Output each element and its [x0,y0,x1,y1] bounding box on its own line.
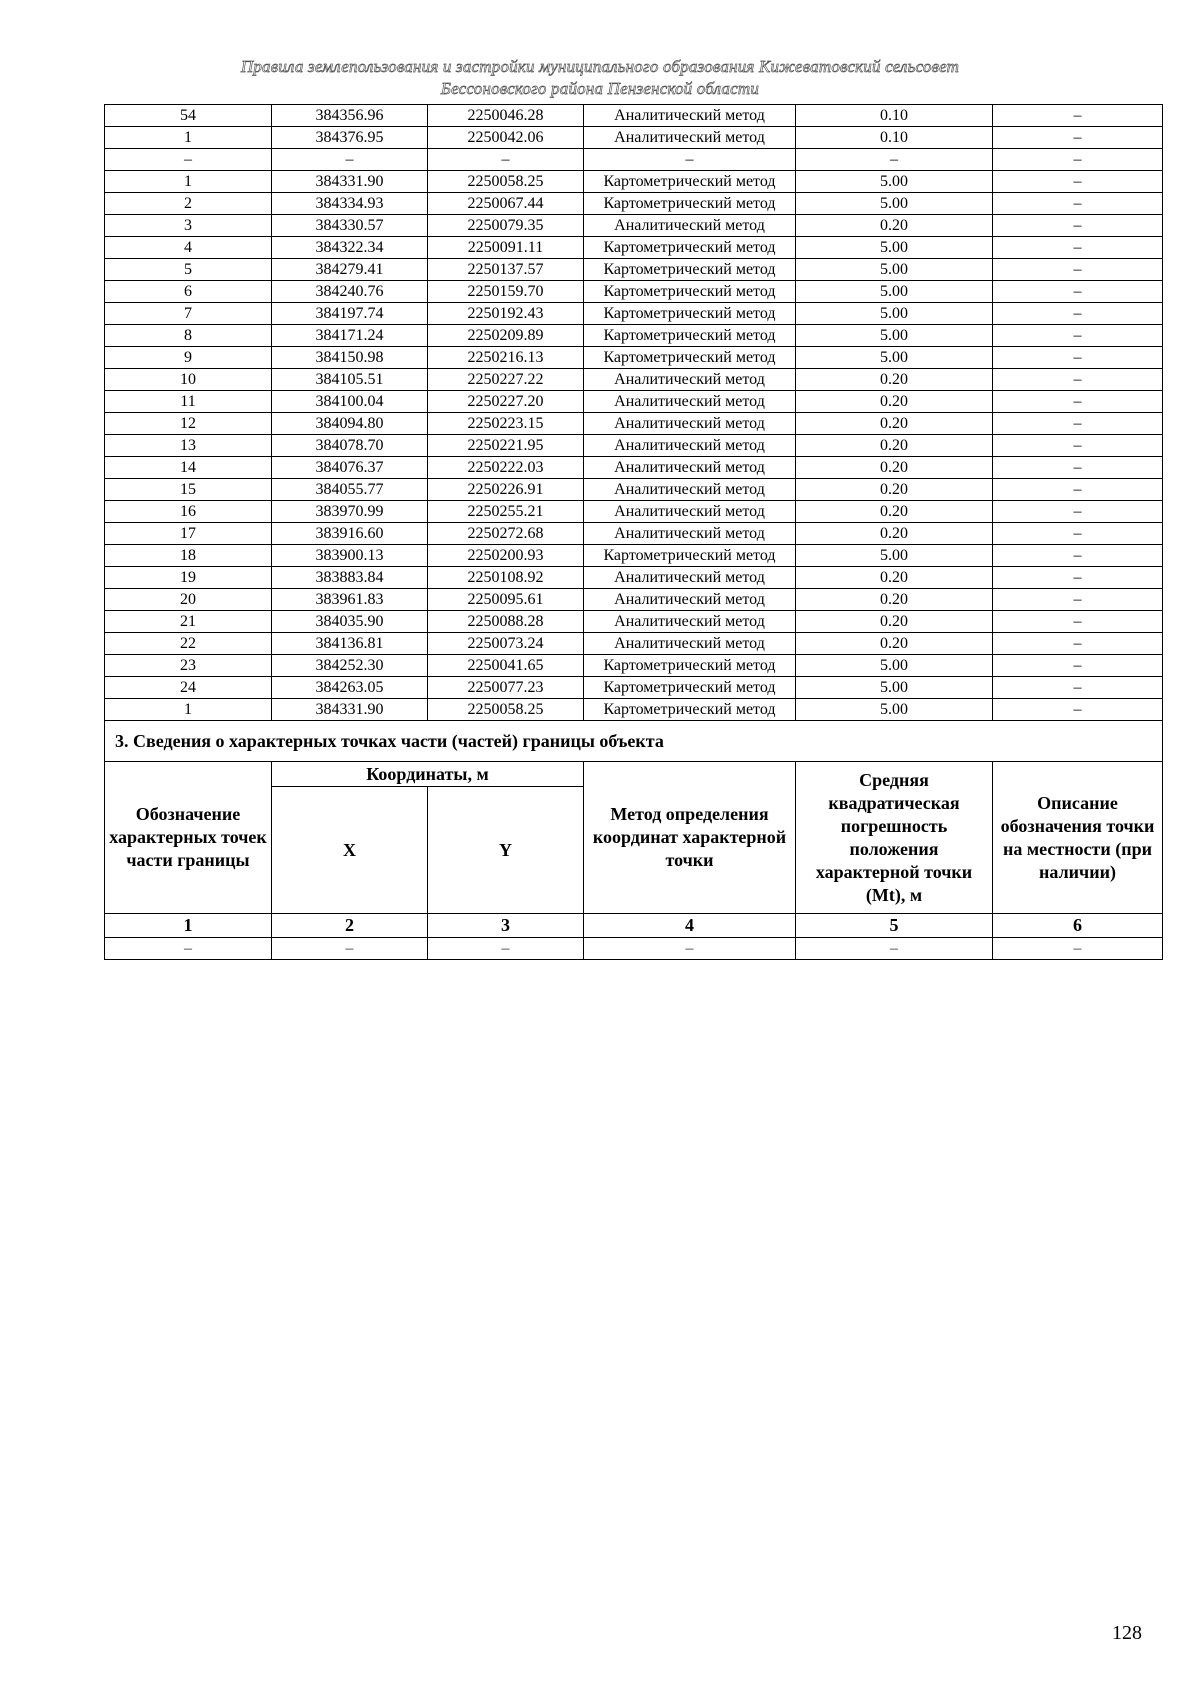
table-cell: – [796,938,993,960]
table-cell: Аналитический метод [584,369,796,391]
table-cell: Аналитический метод [584,127,796,149]
section3-title: 3. Сведения о характерных точках части (частей) границы объекта [105,721,1163,762]
table-cell: – [105,938,272,960]
table-cell: – [993,369,1163,391]
table-cell: 5.00 [796,677,993,699]
header-line-1: Правила землепользования и застройки муниципального образования Кижеватовский сельсовет [240,57,960,76]
col-coords-header: Координаты, м [272,762,584,787]
table-cell: – [993,523,1163,545]
table-cell: Аналитический метод [584,611,796,633]
points-table-body [105,105,1163,721]
col-number: 2 [272,914,428,938]
table-cell: – [105,149,272,171]
table-cell: 10 [105,369,272,391]
table-cell: 384279.41 [272,259,428,281]
table-cell: 384105.51 [272,369,428,391]
table-cell: 5.00 [796,655,993,677]
col-y-header: Y [428,787,584,914]
table-cell: 383900.13 [272,545,428,567]
table-cell: 0.20 [796,457,993,479]
col-number: 4 [584,914,796,938]
table-cell: 2250058.25 [428,699,584,721]
table-cell: 13 [105,435,272,457]
table-cell: 1 [105,171,272,193]
table-cell: Аналитический метод [584,501,796,523]
table-cell: 0.20 [796,611,993,633]
table-cell: 384252.30 [272,655,428,677]
table-cell: 2250042.06 [428,127,584,149]
table-cell: 24 [105,677,272,699]
table-cell: – [993,325,1163,347]
table-row [105,567,1163,589]
table-cell: – [796,149,993,171]
table-cell: Аналитический метод [584,435,796,457]
table-cell: Картометрический метод [584,655,796,677]
table-cell: 18 [105,545,272,567]
table-cell: – [993,457,1163,479]
table-row [105,413,1163,435]
table-cell: 2250216.13 [428,347,584,369]
table-cell: 5.00 [796,237,993,259]
table-cell: 384376.95 [272,127,428,149]
table-cell: – [272,938,428,960]
coordinates-table [104,104,1163,960]
table-cell: 5.00 [796,699,993,721]
table-cell: 23 [105,655,272,677]
table-cell: 2250067.44 [428,193,584,215]
table-cell: – [993,413,1163,435]
table-cell: 2250272.68 [428,523,584,545]
table-cell: 2250137.57 [428,259,584,281]
table-cell: Аналитический метод [584,479,796,501]
table-cell: 384263.05 [272,677,428,699]
table-cell: 2250088.28 [428,611,584,633]
table-cell: 5.00 [796,325,993,347]
table-cell: 384322.34 [272,237,428,259]
page-number: 128 [1112,1622,1142,1644]
table-cell: 5.00 [796,171,993,193]
table-cell: 384171.24 [272,325,428,347]
table-cell: Аналитический метод [584,567,796,589]
table-cell: 384331.90 [272,699,428,721]
table-row [105,281,1163,303]
table-cell: 54 [105,105,272,127]
table-cell: 0.20 [796,633,993,655]
table-cell: Аналитический метод [584,457,796,479]
table-row [105,677,1163,699]
table-cell: 384150.98 [272,347,428,369]
col-description-header: Описание обозначения точки на местности (при наличии) [993,762,1163,914]
table-row [105,215,1163,237]
table-cell: Аналитический метод [584,105,796,127]
table-cell: 0.10 [796,127,993,149]
table-cell: Аналитический метод [584,215,796,237]
table-cell: 22 [105,633,272,655]
table-cell: 2250108.92 [428,567,584,589]
table-cell: – [272,149,428,171]
table-cell: 0.20 [796,501,993,523]
table-cell: 5 [105,259,272,281]
table-cell: 11 [105,391,272,413]
col-designation-header: Обозначение характерных точек части границы [105,762,272,914]
table-row [105,501,1163,523]
table-cell: 384136.81 [272,633,428,655]
table-cell: Картометрический метод [584,193,796,215]
table-cell: 2250079.35 [428,215,584,237]
table-cell: 4 [105,237,272,259]
table-cell: 5.00 [796,193,993,215]
table-cell: – [993,303,1163,325]
col-x-header: X [272,787,428,914]
table-cell: 0.10 [796,105,993,127]
table-cell: 0.20 [796,479,993,501]
table-row [105,457,1163,479]
table-row [105,655,1163,677]
table-cell: Картометрический метод [584,303,796,325]
table-row [105,611,1163,633]
table-cell: 384331.90 [272,171,428,193]
table-cell: Картометрический метод [584,281,796,303]
table-cell: 5.00 [796,545,993,567]
table-cell: – [993,633,1163,655]
table-row [105,149,1163,171]
table-cell: 2250091.11 [428,237,584,259]
table-cell: 2250192.43 [428,303,584,325]
table-cell: 1 [105,127,272,149]
table-cell: – [993,105,1163,127]
table-cell: Картометрический метод [584,325,796,347]
table-cell: Аналитический метод [584,589,796,611]
table-row [105,369,1163,391]
table-cell: – [428,149,584,171]
table-cell: – [993,589,1163,611]
table-row [105,391,1163,413]
table-row [105,589,1163,611]
table-cell: Картометрический метод [584,259,796,281]
table-cell: 2 [105,193,272,215]
table-cell: 2250200.93 [428,545,584,567]
table-cell: 1 [105,699,272,721]
table-cell: 2250041.65 [428,655,584,677]
table-cell: Аналитический метод [584,523,796,545]
table-row [105,699,1163,721]
table-row [105,479,1163,501]
table-cell: – [993,479,1163,501]
table-cell: 383883.84 [272,567,428,589]
table-cell: Картометрический метод [584,545,796,567]
table-cell: 2250221.95 [428,435,584,457]
table-row [105,105,1163,127]
table-cell: 5.00 [796,347,993,369]
table-row [105,237,1163,259]
table-cell: 383961.83 [272,589,428,611]
table-cell: 2250058.25 [428,171,584,193]
table-cell: 12 [105,413,272,435]
table-cell: 384055.77 [272,479,428,501]
table-cell: 384356.96 [272,105,428,127]
table-cell: – [993,655,1163,677]
table-cell: 2250046.28 [428,105,584,127]
table-cell: 16 [105,501,272,523]
table-row [105,523,1163,545]
table-cell: 5.00 [796,303,993,325]
table-cell: 2250226.91 [428,479,584,501]
table-cell: 384078.70 [272,435,428,457]
table-cell: – [993,281,1163,303]
table-cell: 2250255.21 [428,501,584,523]
table-cell: 384330.57 [272,215,428,237]
table-row [105,259,1163,281]
table-cell: – [993,501,1163,523]
table-cell: 14 [105,457,272,479]
table-cell: – [993,699,1163,721]
table-cell: 6 [105,281,272,303]
table-cell: Аналитический метод [584,391,796,413]
table-cell: 5.00 [796,259,993,281]
section3-body [105,721,1163,960]
table-row [105,193,1163,215]
table-cell: 0.20 [796,215,993,237]
table-row [105,633,1163,655]
table-cell: – [993,259,1163,281]
table-cell: – [993,435,1163,457]
col-number: 6 [993,914,1163,938]
table-cell: Картометрический метод [584,347,796,369]
table-cell: Картометрический метод [584,171,796,193]
table-cell: – [993,127,1163,149]
table-cell: 3 [105,215,272,237]
table-cell: – [993,237,1163,259]
table-cell: 17 [105,523,272,545]
col-method-header: Метод определения координат характерной точки [584,762,796,914]
table-cell: 0.20 [796,589,993,611]
table-row [105,303,1163,325]
table-cell: – [584,149,796,171]
table-cell: Картометрический метод [584,237,796,259]
col-error-header: Средняя квадратическая погрешность положения характерной точки (Mt), м [796,762,993,914]
table-cell: 384076.37 [272,457,428,479]
table-cell: 9 [105,347,272,369]
table-cell: 384197.74 [272,303,428,325]
col-number: 1 [105,914,272,938]
header-line-2: Бессоновского района Пензенской области [440,79,760,98]
table-cell: 19 [105,567,272,589]
table-row [105,127,1163,149]
table-cell: Картометрический метод [584,699,796,721]
table-cell: 384094.80 [272,413,428,435]
table-cell: 15 [105,479,272,501]
table-cell: 21 [105,611,272,633]
table-cell: 2250095.61 [428,589,584,611]
table-cell: – [993,611,1163,633]
table-cell: 8 [105,325,272,347]
table-cell: 7 [105,303,272,325]
table-cell: – [584,938,796,960]
table-cell: 0.20 [796,369,993,391]
table-cell: 2250209.89 [428,325,584,347]
table-cell: 383916.60 [272,523,428,545]
table-cell: 0.20 [796,391,993,413]
table-cell: 0.20 [796,523,993,545]
col-number: 3 [428,914,584,938]
table-cell: 384334.93 [272,193,428,215]
table-cell: – [428,938,584,960]
table-cell: 2250077.23 [428,677,584,699]
table-row [105,347,1163,369]
table-cell: – [993,677,1163,699]
table-row [105,545,1163,567]
table-cell: Картометрический метод [584,677,796,699]
table-cell: 2250223.15 [428,413,584,435]
table-cell: – [993,149,1163,171]
table-cell: 2250227.22 [428,369,584,391]
table-cell: 0.20 [796,435,993,457]
table-cell: – [993,171,1163,193]
table-cell: 384100.04 [272,391,428,413]
table-cell: Аналитический метод [584,633,796,655]
table-cell: 2250222.03 [428,457,584,479]
table-cell: 0.20 [796,567,993,589]
table-cell: – [993,545,1163,567]
table-row [105,938,1163,960]
page-header [0,56,1200,100]
table-cell: 2250073.24 [428,633,584,655]
table-cell: – [993,347,1163,369]
table-cell: 0.20 [796,413,993,435]
table-cell: 2250227.20 [428,391,584,413]
table-cell: – [993,567,1163,589]
table-cell: – [993,391,1163,413]
table-cell: 20 [105,589,272,611]
table-cell: 383970.99 [272,501,428,523]
table-cell: 5.00 [796,281,993,303]
table-cell: 384240.76 [272,281,428,303]
table-cell: – [993,193,1163,215]
table-cell: 384035.90 [272,611,428,633]
table-row [105,435,1163,457]
table-cell: Аналитический метод [584,413,796,435]
table-cell: – [993,215,1163,237]
table-row [105,171,1163,193]
col-number: 5 [796,914,993,938]
table-row [105,325,1163,347]
table-cell: – [993,938,1163,960]
table-cell: 2250159.70 [428,281,584,303]
